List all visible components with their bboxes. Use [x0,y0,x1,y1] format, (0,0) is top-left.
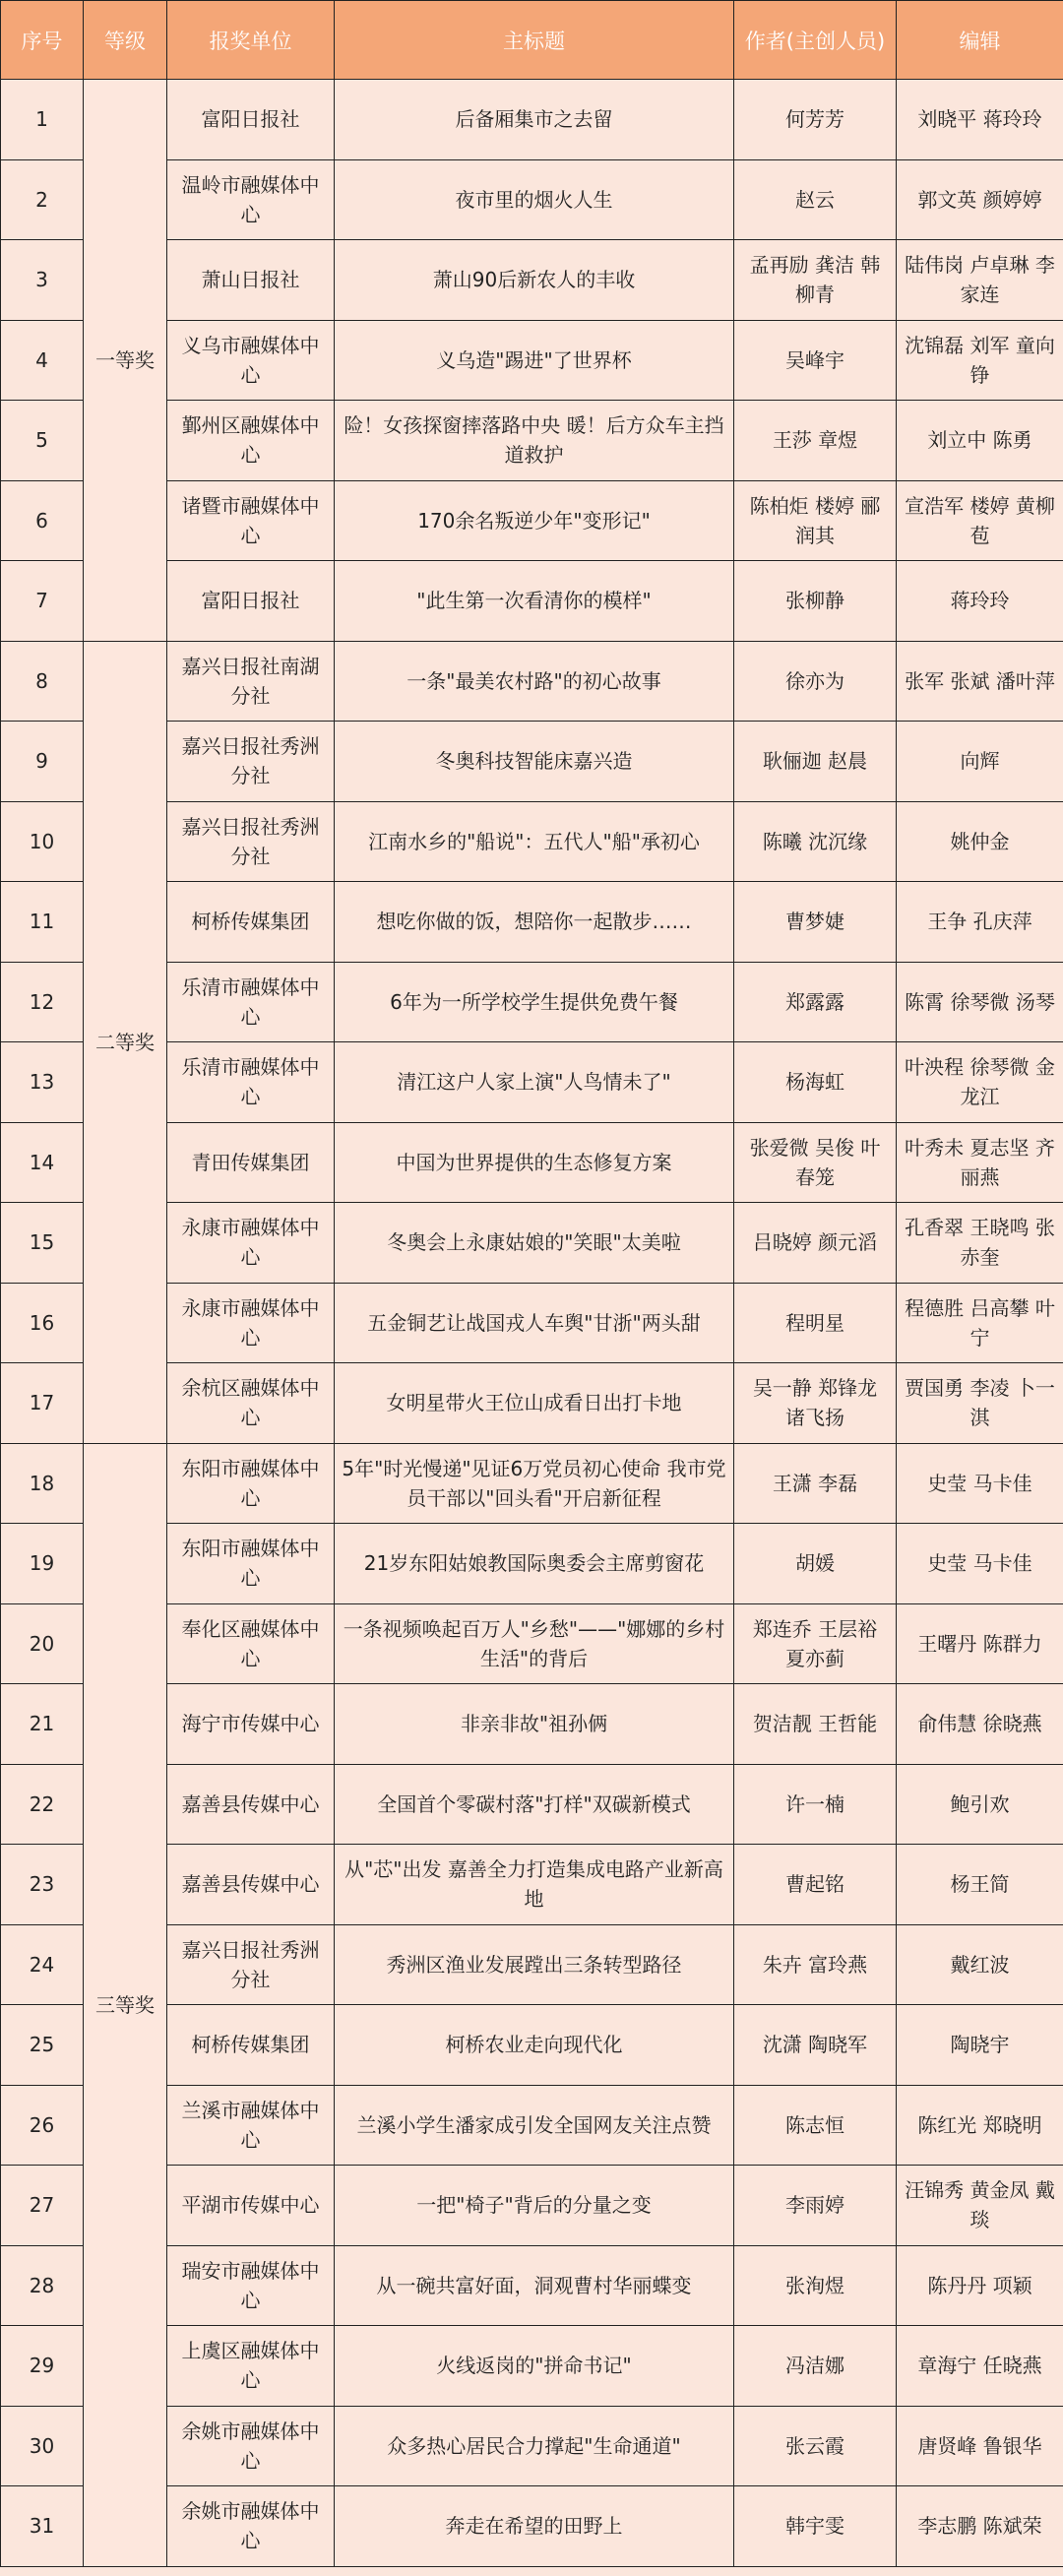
row-index: 26 [1,2085,84,2166]
table-row [1,1443,1063,1524]
row-title: 冬奥会上永康姑娘的"笑眼"太美啦 [335,1203,734,1284]
row-editor: 史莹 马卡佳 [897,1524,1063,1604]
row-editor: 张军 张斌 潘叶萍 [897,641,1063,722]
row-title: 火线返岗的"拼命书记" [335,2326,734,2407]
row-index: 10 [1,801,84,882]
row-title: 一把"椅子"背后的分量之变 [335,2166,734,2246]
row-index: 30 [1,2406,84,2486]
row-index: 31 [1,2486,84,2567]
row-index: 16 [1,1283,84,1363]
row-author: 冯洁娜 [734,2326,897,2407]
row-index: 29 [1,2326,84,2407]
row-title: 从一碗共富好面，洞观曹村华丽蝶变 [335,2245,734,2326]
row-editor: 王曙丹 陈群力 [897,1603,1063,1684]
row-title: 夜市里的烟火人生 [335,159,734,240]
row-author: 吴一静 郑锋龙 诸飞扬 [734,1363,897,1444]
row-title: 想吃你做的饭，想陪你一起散步…… [335,882,734,963]
row-unit: 余姚市融媒体中心 [167,2406,335,2486]
row-author: 张洵煜 [734,2245,897,2326]
row-author: 孟再励 龚洁 韩柳青 [734,240,897,321]
row-editor: 刘晓平 蒋玲玲 [897,80,1063,160]
row-title: 奔走在希望的田野上 [335,2486,734,2567]
header-editor: 编辑 [897,1,1063,80]
row-title: 中国为世界提供的生态修复方案 [335,1122,734,1203]
row-editor: 宣浩军 楼婷 黄柳苞 [897,480,1063,561]
row-editor: 唐贤峰 鲁银华 [897,2406,1063,2486]
row-title: 兰溪小学生潘家成引发全国网友关注点赞 [335,2085,734,2166]
row-unit: 富阳日报社 [167,561,335,642]
row-unit: 东阳市融媒体中心 [167,1443,335,1524]
row-index: 17 [1,1363,84,1444]
row-unit: 嘉兴日报社秀洲分社 [167,1924,335,2005]
row-unit: 奉化区融媒体中心 [167,1603,335,1684]
header-row [1,1,1063,80]
row-unit: 诸暨市融媒体中心 [167,480,335,561]
row-index: 7 [1,561,84,642]
row-index: 8 [1,641,84,722]
row-unit: 温岭市融媒体中心 [167,159,335,240]
row-editor: 李志鹏 陈斌荣 [897,2486,1063,2567]
row-index: 9 [1,722,84,802]
row-unit: 嘉善县传媒中心 [167,1764,335,1845]
row-author: 沈潇 陶晓军 [734,2005,897,2086]
row-index: 3 [1,240,84,321]
grade-cell: 一等奖 [84,80,167,642]
row-editor: 汪锦秀 黄金凤 戴琰 [897,2166,1063,2246]
row-author: 耿俪迦 赵晨 [734,722,897,802]
row-title: 一条视频唤起百万人"乡愁"——"娜娜的乡村生活"的背后 [335,1603,734,1684]
row-title: 21岁东阳姑娘教国际奥委会主席剪窗花 [335,1524,734,1604]
row-editor: 史莹 马卡佳 [897,1443,1063,1524]
row-editor: 郭文英 颜婷婷 [897,159,1063,240]
row-author: 张柳静 [734,561,897,642]
row-title: 170余名叛逆少年"变形记" [335,480,734,561]
row-author: 韩宇雯 [734,2486,897,2567]
row-editor: 刘立中 陈勇 [897,401,1063,481]
row-title: 柯桥农业走向现代化 [335,2005,734,2086]
row-title: 非亲非故"祖孙俩 [335,1684,734,1765]
row-editor: 孔香翠 王晓鸣 张赤奎 [897,1203,1063,1284]
row-editor: 章海宁 任晓燕 [897,2326,1063,2407]
row-unit: 乐清市融媒体中心 [167,1042,335,1123]
row-author: 何芳芳 [734,80,897,160]
row-unit: 鄞州区融媒体中心 [167,401,335,481]
row-index: 22 [1,1764,84,1845]
row-unit: 嘉兴日报社秀洲分社 [167,801,335,882]
row-index: 15 [1,1203,84,1284]
row-editor: 陶晓宇 [897,2005,1063,2086]
row-author: 陈曦 沈沉缘 [734,801,897,882]
row-editor: 姚仲金 [897,801,1063,882]
row-editor: 程德胜 吕高攀 叶宁 [897,1283,1063,1363]
row-unit: 上虞区融媒体中心 [167,2326,335,2407]
row-unit: 嘉兴日报社南湖分社 [167,641,335,722]
row-unit: 萧山日报社 [167,240,335,321]
row-title: 一条"最美农村路"的初心故事 [335,641,734,722]
row-author: 王莎 章煜 [734,401,897,481]
grade-cell: 二等奖 [84,641,167,1443]
grade-cell: 三等奖 [84,1443,167,2566]
row-author: 王潇 李磊 [734,1443,897,1524]
row-author: 郑连乔 王层裕 夏亦蓟 [734,1603,897,1684]
row-unit: 海宁市传媒中心 [167,1684,335,1765]
row-editor: 戴红波 [897,1924,1063,2005]
row-unit: 青田传媒集团 [167,1122,335,1203]
header-index: 序号 [1,1,84,80]
row-title: 5年"时光慢递"见证6万党员初心使命 我市党员干部以"回头看"开启新征程 [335,1443,734,1524]
row-unit: 永康市融媒体中心 [167,1283,335,1363]
table-row [1,80,1063,160]
row-index: 19 [1,1524,84,1604]
row-unit: 富阳日报社 [167,80,335,160]
row-title: 险！女孩探窗摔落路中央 暖！后方众车主挡道救护 [335,401,734,481]
row-editor: 俞伟慧 徐晓燕 [897,1684,1063,1765]
row-title: 冬奥科技智能床嘉兴造 [335,722,734,802]
row-unit: 永康市融媒体中心 [167,1203,335,1284]
row-title: 女明星带火王位山成看日出打卡地 [335,1363,734,1444]
row-title: 清江这户人家上演"人鸟情未了" [335,1042,734,1123]
row-index: 4 [1,320,84,401]
row-index: 28 [1,2245,84,2326]
row-index: 2 [1,159,84,240]
row-author: 朱卉 富玲燕 [734,1924,897,2005]
row-index: 6 [1,480,84,561]
header-unit: 报奖单位 [167,1,335,80]
row-index: 21 [1,1684,84,1765]
row-author: 赵云 [734,159,897,240]
row-author: 胡媛 [734,1524,897,1604]
row-unit: 平湖市传媒中心 [167,2166,335,2246]
row-editor: 王争 孔庆萍 [897,882,1063,963]
row-editor: 陈霄 徐琴微 汤琴 [897,962,1063,1042]
row-title: 江南水乡的"船说"：五代人"船"承初心 [335,801,734,882]
row-index: 25 [1,2005,84,2086]
row-author: 陈志恒 [734,2085,897,2166]
row-author: 陈柏炬 楼婷 郦润其 [734,480,897,561]
row-unit: 乐清市融媒体中心 [167,962,335,1042]
header-title: 主标题 [335,1,734,80]
row-author: 张云霞 [734,2406,897,2486]
row-editor: 蒋玲玲 [897,561,1063,642]
row-index: 12 [1,962,84,1042]
row-unit: 义乌市融媒体中心 [167,320,335,401]
row-author: 吴峰宇 [734,320,897,401]
row-title: 义乌造"踢进"了世界杯 [335,320,734,401]
row-title: 从"芯"出发 嘉善全力打造集成电路产业新高地 [335,1845,734,1925]
row-author: 曹梦婕 [734,882,897,963]
row-editor: 杨王简 [897,1845,1063,1925]
row-author: 贺洁靓 王哲能 [734,1684,897,1765]
row-title: 全国首个零碳村落"打样"双碳新模式 [335,1764,734,1845]
row-title: 6年为一所学校学生提供免费午餐 [335,962,734,1042]
row-index: 13 [1,1042,84,1123]
row-unit: 兰溪市融媒体中心 [167,2085,335,2166]
row-editor: 贾国勇 李凌 卜一淇 [897,1363,1063,1444]
row-unit: 余杭区融媒体中心 [167,1363,335,1444]
row-author: 张爱微 吴俊 叶春笼 [734,1122,897,1203]
table-body [1,80,1063,2567]
row-unit: 嘉兴日报社秀洲分社 [167,722,335,802]
row-author: 徐亦为 [734,641,897,722]
row-index: 1 [1,80,84,160]
row-unit: 瑞安市融媒体中心 [167,2245,335,2326]
row-title: "此生第一次看清你的模样" [335,561,734,642]
table-row [1,641,1063,722]
row-editor: 陆伟岗 卢卓琳 李家连 [897,240,1063,321]
row-index: 24 [1,1924,84,2005]
row-index: 20 [1,1603,84,1684]
row-author: 曹起铭 [734,1845,897,1925]
row-author: 程明星 [734,1283,897,1363]
row-editor: 叶秀未 夏志坚 齐丽燕 [897,1122,1063,1203]
row-index: 14 [1,1122,84,1203]
row-editor: 陈红光 郑晓明 [897,2085,1063,2166]
row-index: 11 [1,882,84,963]
row-title: 众多热心居民合力撑起"生命通道" [335,2406,734,2486]
row-unit: 嘉善县传媒中心 [167,1845,335,1925]
header-author: 作者(主创人员) [734,1,897,80]
row-unit: 柯桥传媒集团 [167,882,335,963]
row-author: 许一楠 [734,1764,897,1845]
row-title: 秀洲区渔业发展蹚出三条转型路径 [335,1924,734,2005]
header-grade: 等级 [84,1,167,80]
row-index: 5 [1,401,84,481]
row-author: 李雨婷 [734,2166,897,2246]
row-unit: 柯桥传媒集团 [167,2005,335,2086]
row-editor: 沈锦磊 刘军 童向铮 [897,320,1063,401]
row-editor: 鲍引欢 [897,1764,1063,1845]
row-title: 后备厢集市之去留 [335,80,734,160]
row-unit: 余姚市融媒体中心 [167,2486,335,2567]
row-editor: 叶泱程 徐琴微 金龙江 [897,1042,1063,1123]
row-title: 萧山90后新农人的丰收 [335,240,734,321]
row-author: 郑露露 [734,962,897,1042]
row-unit: 东阳市融媒体中心 [167,1524,335,1604]
row-author: 吕晓婷 颜元滔 [734,1203,897,1284]
row-author: 杨海虹 [734,1042,897,1123]
row-editor: 向辉 [897,722,1063,802]
row-editor: 陈丹丹 项颖 [897,2245,1063,2326]
row-index: 23 [1,1845,84,1925]
row-title: 五金铜艺让战国戎人车舆"甘浙"两头甜 [335,1283,734,1363]
row-index: 18 [1,1443,84,1524]
row-index: 27 [1,2166,84,2246]
